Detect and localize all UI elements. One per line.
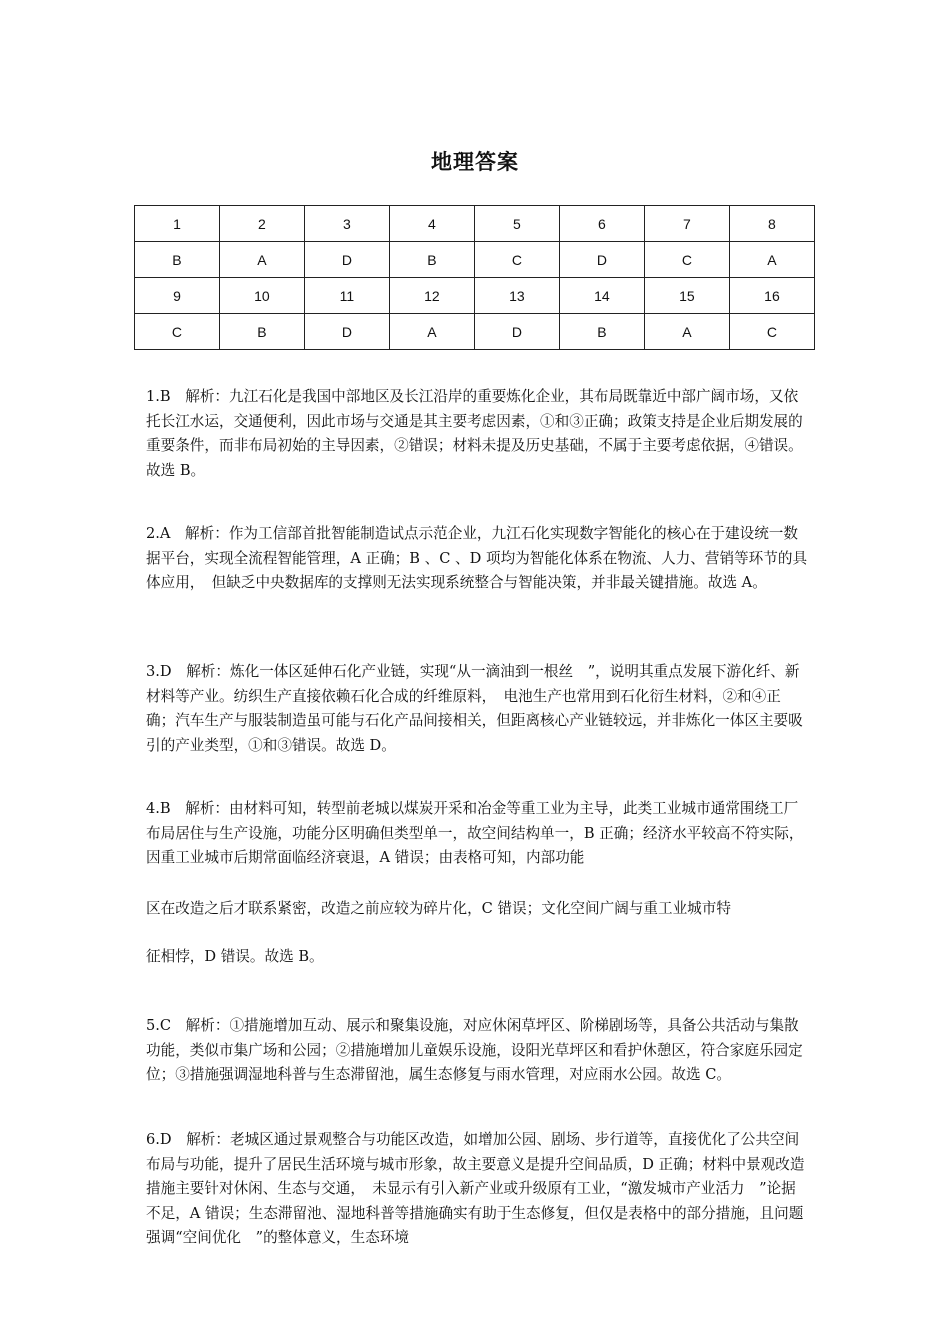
explanation-q4: 4.B 解析：由材料可知，转型前老城以煤炭开采和冶金等重工业为主导，此类工业城市通常围绕工厂布局居住与生产设施，功能分区明确但类型单一，故空间结构单一，B 正确；经济水平较高不符实际，因重工业城市后期常面临经济衰退，A 错误；由表格可知，内部功能 — [146, 800, 804, 866]
table-cell: A — [219, 242, 304, 278]
table-cell: 2 — [219, 206, 304, 242]
table-cell: C — [729, 314, 814, 350]
page-title: 地理答案 — [431, 150, 519, 174]
table-row — [135, 278, 815, 314]
table-cell: A — [729, 242, 814, 278]
table-cell: 4 — [389, 206, 474, 242]
table-cell: 5 — [474, 206, 559, 242]
table-cell: B — [219, 314, 304, 350]
table-cell: D — [474, 314, 559, 350]
explanation-q4-end: 征相悖，D 错误。故选 B。 — [146, 948, 324, 965]
table-cell: A — [644, 314, 729, 350]
explanation-q2: 2.A 解析：作为工信部首批智能制造试点示范企业，九江石化实现数字智能化的核心在于建设统一数据平台，实现全流程智能管理，A 正确；B 、C 、D 项均为智能化体系在物流、人力、营销等环节的具体应用， 但缺乏中央数据库的支撑则无法实现系统整合与智能决策，并非最关键措施。故选 A。 — [146, 525, 808, 591]
answer-table — [134, 205, 815, 350]
explanation-q1: 1.B 解析：九江石化是我国中部地区及长江沿岸的重要炼化企业，其布局既靠近中部广阔市场，又依托长江水运，交通便利，因此市场与交通是其主要考虑因素，①和③正确；政策支持是企业后期发展的重要条件，而非布局初始的主导因素，②错误；材料未提及历史基础，不属于主要考虑依据，④错误。故选 B。 — [146, 388, 803, 479]
table-cell: 15 — [644, 278, 729, 314]
table-row — [135, 314, 815, 350]
table-cell: A — [389, 314, 474, 350]
table-row — [135, 206, 815, 242]
table-cell: D — [304, 314, 389, 350]
table-cell: D — [304, 242, 389, 278]
table-cell: 9 — [135, 278, 220, 314]
table-cell: C — [135, 314, 220, 350]
explanation-q5: 5.C 解析：①措施增加互动、展示和聚集设施，对应休闲草坪区、阶梯剧场等，具备公共活动与集散功能，类似市集广场和公园；②措施增加儿童娱乐设施，设阳光草坪区和看护休憩区，符合家庭乐园定位；③措施强调湿地科普与生态滞留池，属生态修复与雨水管理，对应雨水公园。故选 C。 — [146, 1017, 803, 1083]
table-cell: 10 — [219, 278, 304, 314]
table-cell: 11 — [304, 278, 389, 314]
table-cell: 7 — [644, 206, 729, 242]
table-cell: 6 — [559, 206, 644, 242]
table-row — [135, 242, 815, 278]
table-cell: C — [644, 242, 729, 278]
table-cell: C — [474, 242, 559, 278]
table-cell: B — [559, 314, 644, 350]
table-cell: 16 — [729, 278, 814, 314]
table-cell: 8 — [729, 206, 814, 242]
table-cell: 14 — [559, 278, 644, 314]
table-cell: 12 — [389, 278, 474, 314]
explanation-q4-continued: 区在改造之后才联系紧密，改造之前应较为碎片化，C 错误；文化空间广阔与重工业城市特 — [146, 900, 731, 917]
table-cell: 1 — [135, 206, 220, 242]
explanation-q3: 3.D 解析：炼化一体区延伸石化产业链，实现“从一滴油到一根丝 ”，说明其重点发展下游化纤、新材料等产业。纺织生产直接依赖石化合成的纤维原料， 电池生产也常用到石化衍生材料，②和④正确；汽车生产与服装制造虽可能与石化产品间接相关，但距离核心产业链较远，并非炼化一体区主要吸引的产业类型，①和③错误。故选 D。 — [146, 663, 803, 754]
table-cell: B — [135, 242, 220, 278]
table-cell: B — [389, 242, 474, 278]
table-cell: 13 — [474, 278, 559, 314]
explanation-q6: 6.D 解析：老城区通过景观整合与功能区改造，如增加公园、剧场、步行道等，直接优化了公共空间布局与功能，提升了居民生活环境与城市形象，故主要意义是提升空间品质，D 正确；材料中景观改造措施主要针对休闲、生态与交通， 未显示有引入新产业或升级原有工业，“激发城市产业活力 ”论据不足，A 错误；生态滞留池、湿地科普等措施确实有助于生态修复，但仅是表格中的部分措施，且问题强调“空间优化 ”的整体意义，生态环境 — [146, 1131, 805, 1246]
table-cell: 3 — [304, 206, 389, 242]
table-cell: D — [559, 242, 644, 278]
